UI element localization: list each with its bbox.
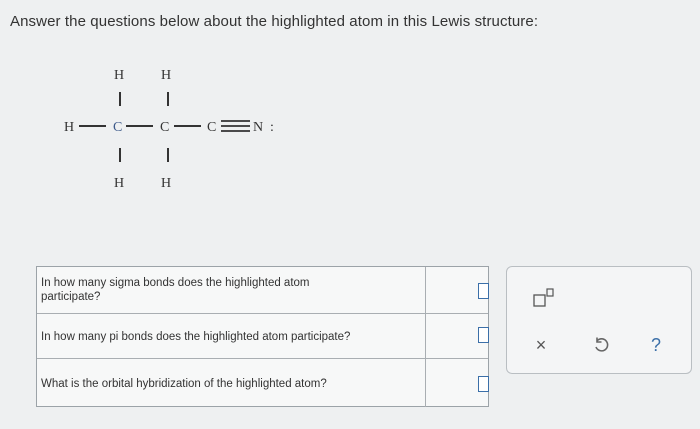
atom-h-bottom-2: H [161, 176, 172, 191]
question-text-sigma [41, 276, 421, 304]
question-text-hybridization: What is the orbital hybridization of the highlighted atom? [41, 378, 327, 390]
atom-h-left: H [64, 120, 75, 135]
question-row-sigma [37, 267, 488, 313]
x-icon[interactable]: × [535, 334, 547, 355]
atom-c1-highlighted: C [113, 120, 123, 135]
atom-h-bottom-1: H [114, 176, 125, 191]
question-row-pi [37, 313, 488, 359]
lone-pair: : [270, 120, 274, 135]
question-row-hybridization [37, 358, 488, 407]
column-divider [425, 314, 426, 359]
column-divider [425, 359, 426, 407]
question-text-line: In how many sigma bonds does the highlighted atom [41, 277, 310, 289]
atom-c2: C [160, 120, 170, 135]
answer-input-sigma[interactable] [478, 283, 489, 299]
question-text-line: participate? [41, 291, 101, 303]
superscript-box-icon[interactable] [529, 285, 559, 311]
answer-toolbox [506, 266, 692, 374]
atom-n: N [253, 120, 264, 135]
atom-h-top-1: H [114, 68, 125, 83]
column-divider [425, 267, 426, 313]
atom-c3: C [207, 120, 217, 135]
question-icon[interactable]: ? [650, 334, 661, 355]
answer-input-hybridization[interactable] [478, 376, 489, 392]
undo-icon[interactable] [589, 333, 613, 357]
question-text-pi: In how many pi bonds does the highlighted atom participate? [41, 331, 351, 343]
questions-table [36, 266, 489, 407]
atom-h-top-2: H [161, 68, 172, 83]
question-prompt: Answer the questions below about the highlighted atom in this Lewis structure: [10, 13, 539, 30]
answer-input-pi[interactable] [478, 327, 489, 343]
